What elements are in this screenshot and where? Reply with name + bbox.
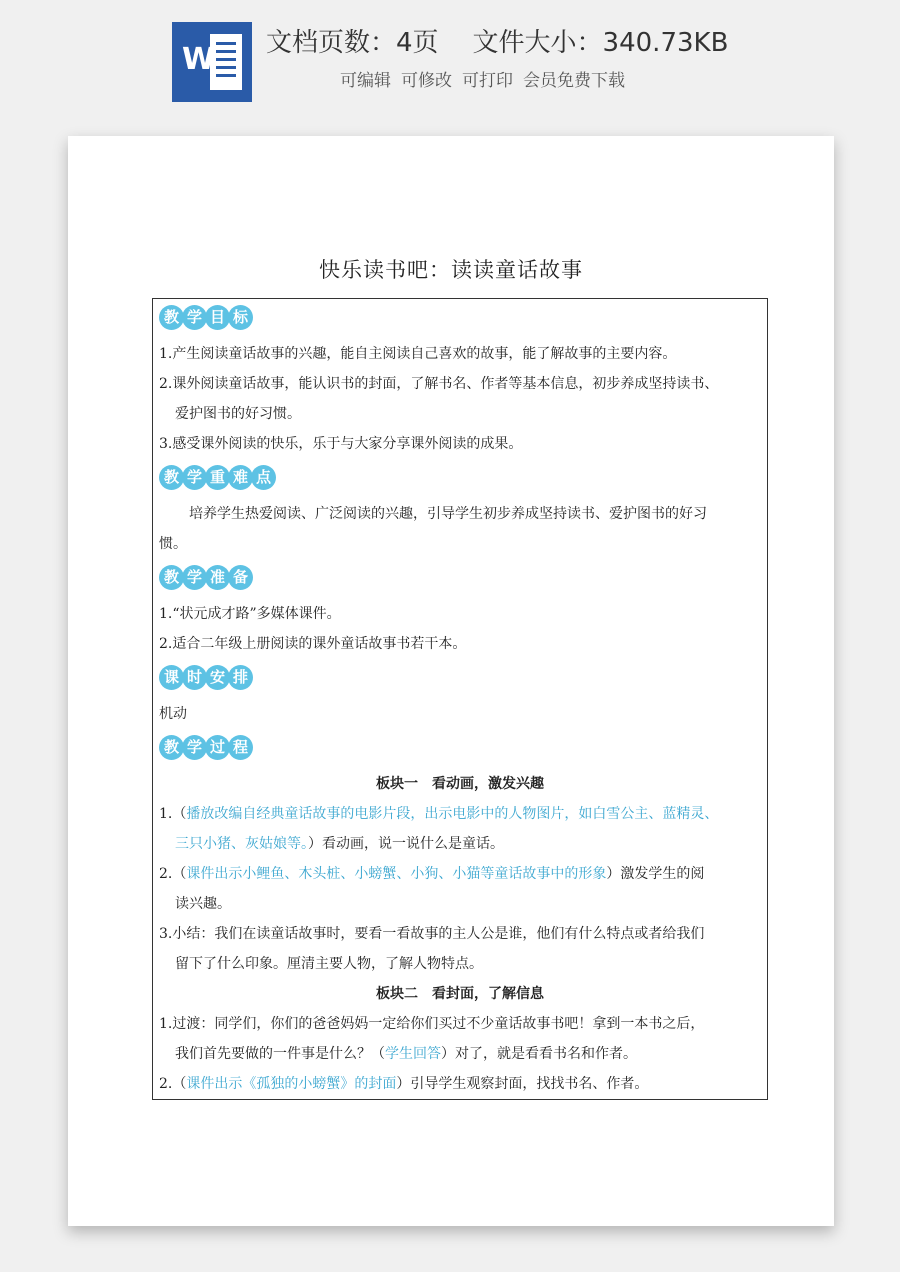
- file-size: 文件大小：340.73KB: [472, 28, 729, 58]
- process-line: 留下了什么印象。厘清主要人物，了解人物特点。: [175, 956, 483, 972]
- section-heading-process: 教 学 过 程: [159, 735, 251, 765]
- schedule-text: 机动: [159, 706, 187, 722]
- process-line: 我们首先要做的一件事是什么？（学生回答）对了，就是看看书名和作者。: [175, 1046, 637, 1062]
- feature-tags: [340, 66, 635, 91]
- goal-line: 2.课外阅读童话故事，能认识书的封面，了解书名、作者等基本信息，初步养成坚持读书、: [159, 376, 719, 392]
- focus-line: 惯。: [159, 536, 187, 552]
- file-meta: [266, 22, 728, 59]
- lesson-plan-box: [152, 298, 768, 1100]
- section-heading-schedule: 课 时 安 排: [159, 665, 251, 695]
- document-title: 快乐读书吧：读读童话故事: [319, 258, 583, 282]
- download-header: [0, 0, 900, 130]
- focus-line: 培养学生热爱阅读、广泛阅读的兴趣，引导学生初步养成坚持读书、爱护图书的好习: [189, 506, 707, 522]
- prep-line: 1.“状元成才路”多媒体课件。: [159, 606, 341, 622]
- section-heading-focus: 教 学 重 难 点: [159, 465, 274, 495]
- section-heading-prep: 教 学 准 备: [159, 565, 251, 595]
- process-line: 1.过渡：同学们，你们的爸爸妈妈一定给你们买过不少童话故事书吧！拿到一本书之后，: [159, 1016, 705, 1032]
- block-one-title: 板块一 看动画，激发兴趣: [376, 776, 544, 792]
- process-line: 3.小结：我们在读童话故事时，要看一看故事的主人公是谁，他们有什么特点或者给我们: [159, 926, 705, 942]
- process-line: 读兴趣。: [175, 896, 231, 912]
- process-line: 2.（课件出示小鲤鱼、木头桩、小螃蟹、小狗、小猫等童话故事中的形象）激发学生的阅: [159, 866, 705, 882]
- word-document-icon: [172, 22, 252, 102]
- tag-printable: 可打印: [462, 71, 513, 91]
- goal-line: 1.产生阅读童话故事的兴趣，能自主阅读自己喜欢的故事，能了解故事的主要内容。: [159, 346, 677, 362]
- process-line: 1.（播放改编自经典童话故事的电影片段，出示电影中的人物图片，如白雪公主、蓝精灵、: [159, 806, 719, 822]
- process-line: 三只小猪、灰姑娘等。）看动画，说一说什么是童话。: [175, 836, 504, 852]
- word-icon-letter: W: [182, 42, 216, 77]
- section-heading-goals: 教 学 目 标: [159, 305, 251, 335]
- block-two-title: 板块二 看封面，了解信息: [376, 986, 544, 1002]
- tag-modifiable: 可修改: [401, 71, 452, 91]
- page-count: 文档页数：4页: [266, 28, 439, 58]
- tag-editable: 可编辑: [340, 71, 391, 91]
- tag-member-download[interactable]: 会员免费下载: [523, 71, 625, 91]
- goal-line: 爱护图书的好习惯。: [175, 406, 301, 422]
- prep-line: 2.适合二年级上册阅读的课外童话故事书若干本。: [159, 636, 467, 652]
- document-page: [68, 136, 834, 1226]
- process-line: 2.（课件出示《孤独的小螃蟹》的封面）引导学生观察封面，找找书名、作者。: [159, 1076, 649, 1092]
- goal-line: 3.感受课外阅读的快乐，乐于与大家分享课外阅读的成果。: [159, 436, 523, 452]
